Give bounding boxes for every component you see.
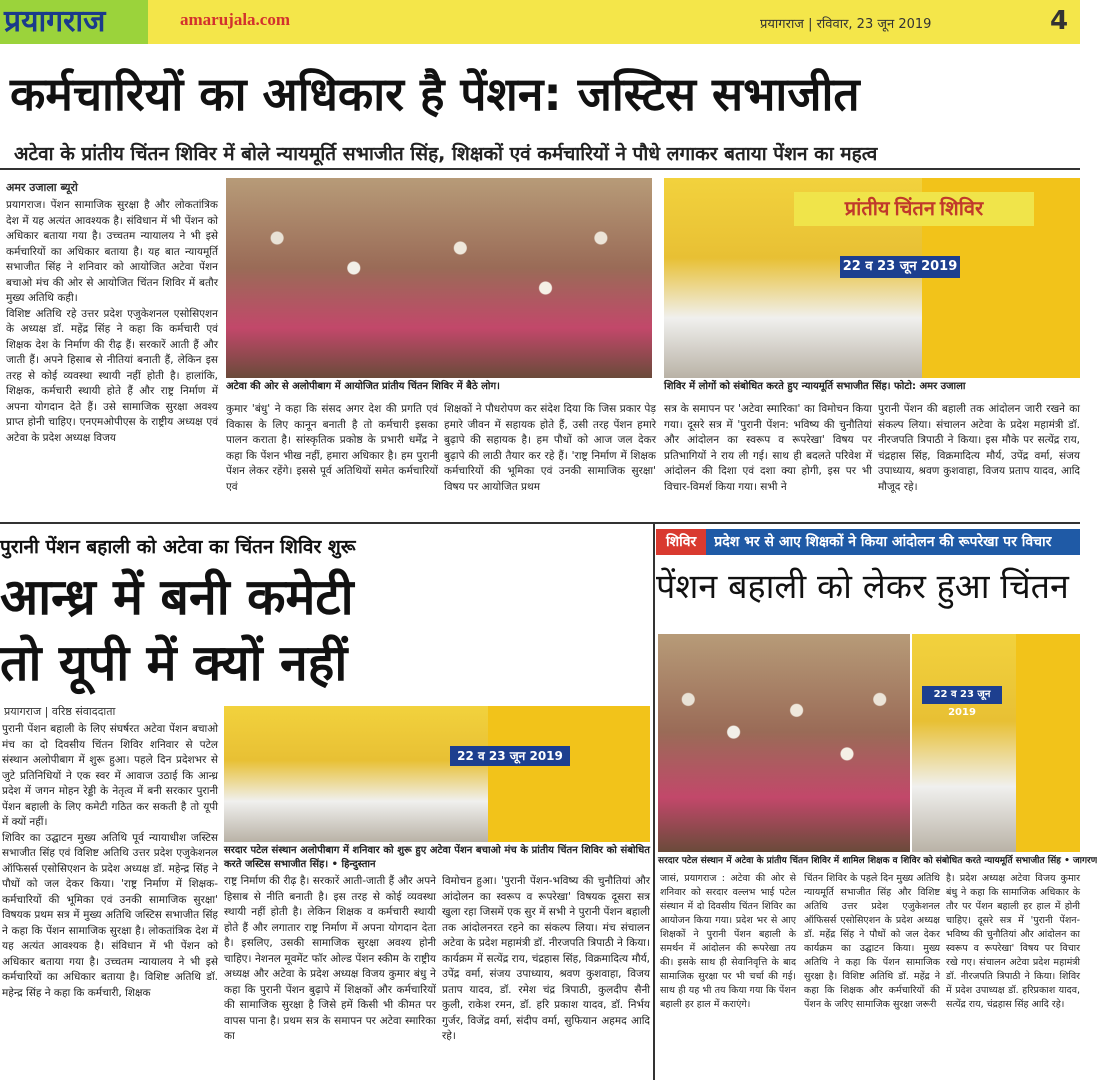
divider-rule — [0, 168, 1080, 170]
story2-byline: प्रयागराज | वरिष्ठ संवाददाता — [4, 705, 116, 718]
story2-para-1: पुरानी पेंशन बहाली के लिए संघर्षरत अटेवा पेंशन बचाओ मंच का दो दिवसीय चिंतन शिविर शनिवार से पटेल संस्थान अलोपीबाग में शुरू हुआ। पहले दिन प्रदेशभर से जुटे प्रतिनिधियों ने एक स्वर में आवाज उठाई कि आन्ध्र प्रदेश में जगन मोहन रेड्डी के नेतृत्व में बनी सरकार पुरानी पेंशन बहाली के लिए कमेटी गठित कर सकती है तो यूपी में क्यों नहीं। — [2, 723, 218, 828]
stage-banner: प्रांतीय चिंतन शिविर — [794, 192, 1034, 226]
story2-column-1 — [2, 722, 218, 1074]
story1-subhead: अटेवा के प्रांतीय चिंतन शिविर में बोले न्यायमूर्ति सभाजीत सिंह, शिक्षकों एवं कर्मचारियों ने पौधे लगाकर बताया पेंशन का महत्व — [14, 143, 878, 165]
story1-column-1 — [6, 198, 218, 516]
column-divider — [653, 522, 655, 1080]
masthead-site-link[interactable]: amarujala.com — [180, 10, 291, 29]
story1-column-5: पुरानी पेंशन की बहाली तक आंदोलन जारी रखने का संकल्प लिया। संचालन अटेवा के प्रदेश महामंत्री डॉ. नीरजपति त्रिपाठी ने किया। इस मौके पर सत्येंद्र राय, चंद्रहास सिंह, विक्रमादित्य मौर्य, उपेंद्र वर्मा, संजय उपाध्याय, श्रवण कुशवाहा, विजय प्रताप यादव, आदि मौजूद रहे। — [878, 403, 1080, 493]
story2-column-2: राष्ट्र निर्माण की रीढ़ है। सरकारें आती-जाती हैं और अपने हिसाब से नीति बनाती है। इस तरह से कोई व्यवस्था स्थायी नहीं होती है। लेकिन शिक्षक व कर्मचारी स्थायी होते हैं और लगातार राष्ट्र निर्माण में अपना योगदान देता है। इसलिए, उसकी सामाजिक सुरक्षा अवश्य होनी चाहिए। नेशनल मूवमेंट फॉर ओल्ड पेंशन स्कीम के राष्ट्रीय अध्यक्ष और अटेवा के प्रदेश अध्यक्ष विजय कुमार बंधु ने कहा कि पुरानी पेंशन बुढ़ापे में शिक्षकों और कर्मचारियों की सामाजिक सुरक्षा है जिसे हमें किसी भी कीमत पर वापस पाना है। प्रथम सत्र के समापन पर अटेवा स्मारिका का — [224, 875, 436, 1042]
story1-photo2-caption: शिविर में लोगों को संबोधित करते हुए न्यायमूर्ति सभाजीत सिंह। फोटो: अमर उजाला — [664, 380, 1080, 394]
story3-column-2: चिंतन शिविर के पहले दिन मुख्य अतिथि न्यायमूर्ति सभाजीत सिंह और विशिष्ट अतिथि उत्तर प्रदेश एजुकेशनल ऑफिसर्स एसोसिएशन के प्रदेश अध्यक्ष डॉ. महेंद्र सिंह ने पौधों को जल देकर कार्यक्रम का उद्घाटन किया। मुख्य अतिथि ने कहा कि पेंशन सामाजिक सुरक्षा है। विशिष्ट अतिथि डॉ. महेंद्र ने कहा कि शिक्षक और कर्मचारियों की पेंशन के जरिए सामाजिक सुरक्षा जरूरी — [804, 873, 940, 1010]
story2-headline-line2: तो यूपी में क्यों नहीं — [0, 634, 348, 692]
story3-column-1: जासं, प्रयागराज : अटेवा की ओर से शनिवार को सरदार वल्लभ भाई पटेल संस्थान में दो दिवसीय चिंतन शिविर का आयोजन किया गया। प्रदेश भर से आए शिक्षकों ने पुरानी पेंशन बहाली के समर्थन में आंदोलन की रूपरेखा तय की। इसके साथ ही सेवानिवृत्ति के बाद सामाजिक सुरक्षा पर भी चर्चा की गई। साथ ही यह भी तय किया गया कि पेंशन बहाली हर हाल में कराएंगे। — [660, 873, 796, 1010]
story1-para-2: विशिष्ट अतिथि रहे उत्तर प्रदेश एजुकेशनल एसोसिएशन के अध्यक्ष डॉ. महेंद्र सिंह ने कहा कि कर्मचारी एवं शिक्षक देश के निर्माण की रीढ़ हैं। सरकारें आती हैं और जाती हैं। अपने हिसाब से नीतियां बनाती हैं, लेकिन इस तरह से कोई व्यवस्था स्थायी नहीं होती है। हालांकि, शिक्षक, कर्मचारी स्थायी होते हैं और राष्ट्र निर्माण में अपना योगदान देते हैं। उसे सामाजिक सुरक्षा अवश्य प्राप्त होनी चाहिए। एनएमओपीएस के राष्ट्रीय अध्यक्ष एवं अटेवा के प्रदेश अध्यक्ष विजय — [6, 307, 218, 444]
story3-photo-caption: सरदार पटेल संस्थान में अटेवा के प्रांतीय चिंतन शिविर में शामिल शिक्षक व शिविर को संबोधित करते न्यायमूर्ति सभाजीत सिंह • जागरण — [658, 856, 1097, 866]
story1-photo1-caption: अटेवा की ओर से अलोपीबाग में आयोजित प्रांतीय चिंतन शिविर में बैठे लोग। — [226, 380, 652, 394]
story2-photo-banner-date: 22 व 23 जून 2019 — [450, 746, 570, 766]
section-divider — [0, 522, 1080, 524]
page-number: 4 — [1050, 6, 1069, 36]
masthead-city: प्रयागराज — [0, 0, 148, 44]
story1-lead: प्रयागराज। पेंशन सामाजिक सुरक्षा है और लोकतांत्रिक देश में यह अत्यंत आवश्यक है। संविधान में भी पेंशन को अधिकार बताया गया है। उच्चतम न्यायालय ने भी इसे कर्मचारियों का अधिकार बताया है। यह बात न्यायमूर्ति सभाजीत सिंह ने शनिवार को आयोजित अटेवा पेंशन बचाओ मंच की ओर से आयोजित चिंतन शिविर में बतौर मुख्य अतिथि कही। — [6, 199, 218, 304]
story1-headline: कर्मचारियों का अधिकार है पेंशन: जस्टिस सभाजीत — [10, 67, 860, 121]
story2-photo-caption: सरदार पटेल संस्थान अलोपीबाग में शनिवार को शुरू हुए अटेवा पेंशन बचाओ मंच के प्रांतीय चिंतन शिविर को संबोधित करते जस्टिस सभाजीत सिंह। • हिन्दुस्तान — [224, 845, 650, 870]
story1-photo-crowd — [226, 178, 652, 378]
story3-tag: शिविर — [656, 529, 706, 555]
story2-photo — [224, 706, 650, 842]
story3-kicker-bar — [656, 529, 1080, 555]
story3-headline: पेंशन बहाली को लेकर हुआ चिंतन — [656, 567, 1069, 607]
story2-headline-line1: आन्ध्र में बनी कमेटी — [0, 568, 354, 626]
story1-photo-stage — [664, 178, 1080, 378]
story1-byline: अमर उजाला ब्यूरो — [6, 181, 78, 194]
story3-column-3: है। प्रदेश अध्यक्ष अटेवा विजय कुमार बंधु ने कहा कि सामाजिक अधिकार के तौर पर पेंशन बहाली हर हाल में होनी चाहिए। दूसरे सत्र में 'पुरानी पेंशन-भविष्य की चुनौतियां और आंदोलन का स्वरूप व रूपरेखा' विषय पर विचार रखे गए। संचालन अटेवा प्रदेश महामंत्री डॉ. नीरजपति त्रिपाठी ने किया। शिविर में प्रदेश उपाध्यक्ष डॉ. हरिप्रकाश यादव, सत्येंद्र राय, चंद्रहास सिंह आदि रहे। — [946, 873, 1080, 1010]
masthead-dateline: प्रयागराज | रविवार, 23 जून 2019 — [760, 17, 932, 32]
stage-banner-date: 22 व 23 जून 2019 — [840, 256, 960, 278]
story2-para-2: शिविर का उद्घाटन मुख्य अतिथि पूर्व न्यायाधीश जस्टिस सभाजीत सिंह एवं विशिष्ट अतिथि उत्तर प्रदेश एजुकेशनल ऑफिसर्स एसोसिएशन के प्रदेश अध्यक्ष डॉ. महेन्द्र सिंह ने पौधों को जल देकर किया। 'राष्ट्र निर्माण में शिक्षक-कर्मचारियों की भूमिका एवं उनकी सामाजिक सुरक्षा' विषयक प्रथम सत्र में मुख्य अतिथि जस्टिस सभाजीत सिंह ने कहा कि पेंशन सामाजिक सुरक्षा है। लोकतांत्रिक देश में यह अत्यंत आवश्यक है। संविधान में भी पेंशन को अधिकार बताया गया है। उच्चतम न्यायालय ने भी इसे कर्मचारियों का अधिकार बताया है। विशिष्ट अतिथि डॉ. महेन्द्र सिंह ने कहा कि कर्मचारी, शिक्षक — [2, 831, 218, 999]
story3-photo-crowd — [658, 634, 910, 852]
story2-kicker: पुरानी पेंशन बहाली को अटेवा का चिंतन शिविर शुरू — [0, 536, 356, 558]
story3-kicker: प्रदेश भर से आए शिक्षकों ने किया आंदोलन की रूपरेखा पर विचार — [714, 534, 1052, 550]
story1-column-4: सत्र के समापन पर 'अटेवा स्मारिका' का विमोचन किया गया। दूसरे सत्र में 'पुरानी पेंशन: भविष्य की चुनौतियां और आंदोलन का स्वरूप व रूपरेखा' विषय पर प्रतिभागियों ने राय ली गई। साथ ही बदलते परिवेश में आंदोलन की दिशा एवं दशा क्या होगी, इस पर भी विचार-विमर्श किया गया। सभी ने — [664, 403, 872, 493]
story3-photo-banner-date: 22 व 23 जून 2019 — [922, 686, 1002, 704]
story2-column-3: विमोचन हुआ। 'पुरानी पेंशन-भविष्य की चुनौतियां और आंदोलन का स्वरूप व रूपरेखा' विषयक दूसरा सत्र खुला रहा जिसमें एक सुर में सभी ने पुरानी पेंशन बहाली तक आंदोलनरत रहने का संकल्प लिया। मंच संचालन अटेवा के प्रदेश महामंत्री डॉ. नीरजपति त्रिपाठी ने किया। कार्यक्रम में सत्येंद्र राय, चंद्रहास सिंह, विक्रमादित्य मौर्य, उपेंद्र वर्मा, संजय उपाध्याय, श्रवण कुशवाहा, विजय प्रताप यादव, डॉ. रमेश चंद्र त्रिपाठी, कुलदीप सैनी कुली, राकेश रमन, डॉ. हरि प्रकाश यादव, डॉ. निर्भय गुर्जर, विजेंद्र वर्मा, संदीप वर्मा, सुफियान अहमद आदि रहे। — [442, 875, 650, 1042]
story1-column-3: शिक्षकों ने पौधरोपण कर संदेश दिया कि जिस प्रकार पेड़ हमारे जीवन में सहायक होते हैं, उसी तरह पेंशन हमारे बुढ़ापे की सहायक है। हम पौधों को आज जल देकर बुढ़ापे की लाठी तैयार कर रहे हैं। 'राष्ट्र निर्माण में शिक्षक कर्मचारियों की भूमिका एवं उनकी सामाजिक सुरक्षा' विषय पर आयोजित प्रथम — [444, 403, 656, 493]
story3-photo-stage — [912, 634, 1080, 852]
story1-column-2: कुमार 'बंधु' ने कहा कि संसद अगर देश की प्रगति एवं विकास के लिए कानून बनाती है तो कर्मचारी इसका पालन कराता है। सांस्कृतिक प्रकोष्ठ के प्रभारी धर्मेंद्र ने कहा कि पेंशन भीख नहीं, हमारा अधिकार है। हम पुरानी पेंशन लेकर रहेंगे। इससे पूर्व अतिथियों समेत कर्मचारियों एवं — [226, 403, 438, 493]
